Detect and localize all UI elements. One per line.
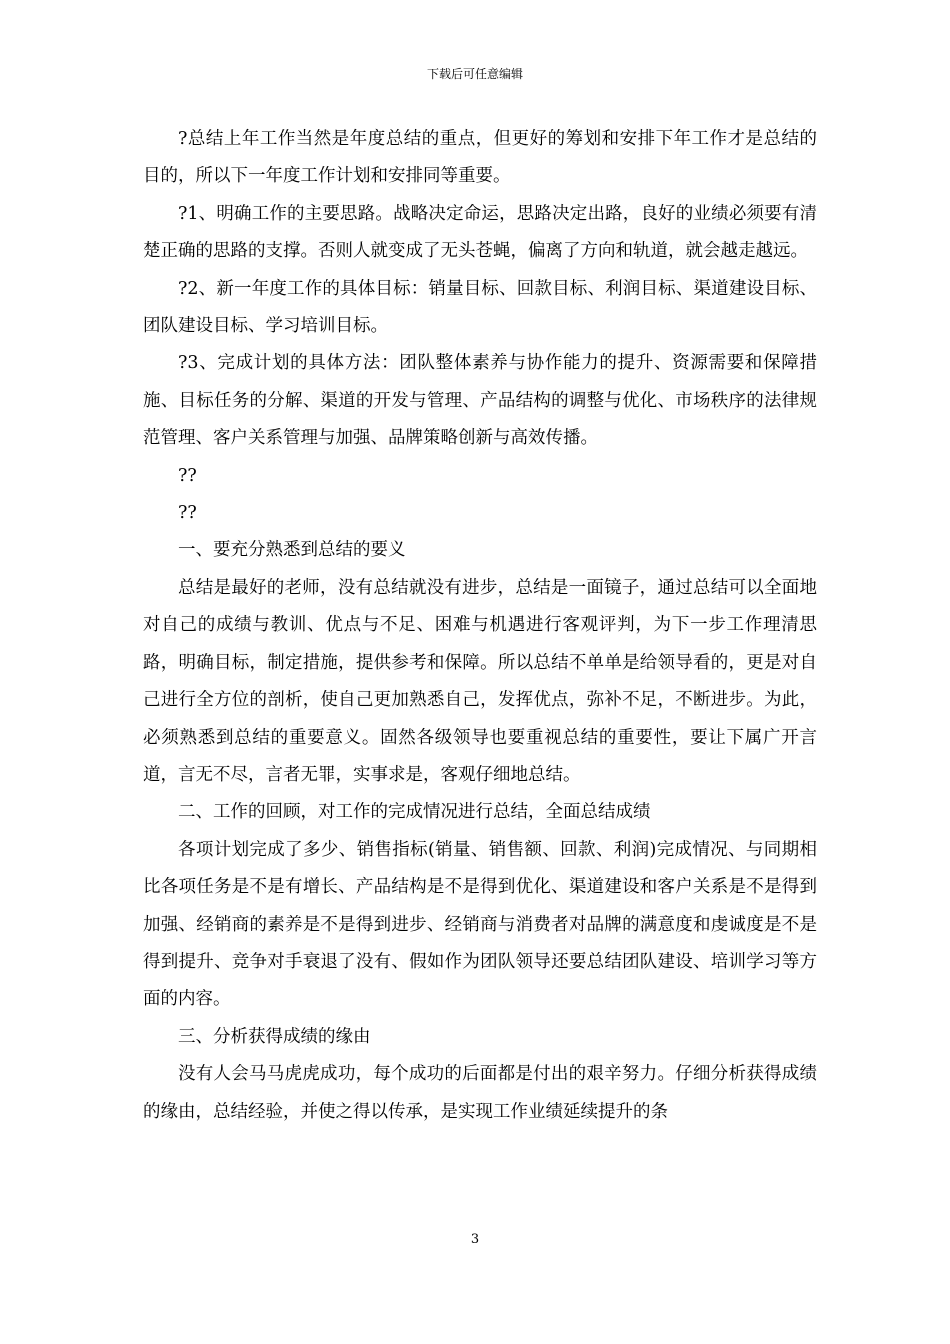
paragraph: 没有人会马马虎虎成功，每个成功的后面都是付出的艰辛努力。仔细分析获得成绩的缘由，总结经验，并使之得以传承，是实现工作业绩延续提升的条: [143, 1064, 817, 1122]
section-heading: 三、分析获得成绩的缘由: [178, 1026, 371, 1047]
section-heading: 一、要充分熟悉到总结的要义: [178, 540, 406, 561]
paragraph: 总结是最好的老师，没有总结就没有进步，总结是一面镜子，通过总结可以全面地对自己的成绩与教训、优点与不足、困难与机遇进行客观评判，为下一步工作理清思路，明确目标，制定措施，提供参考和保障。所以总结不单单是给领导看的，更是对自己进行全方位的剖析，使自己更加熟悉自己，发挥优点，弥补不足，不断进步。为此，必须熟悉到总结的重要意义。固然各级领导也要重视总结的重要性，要让下属广开言道，言无不尽，言者无罪，实事求是，客观仔细地总结。: [143, 577, 817, 785]
document-body: [143, 121, 817, 1131]
section-heading: 二、工作的回顾，对工作的完成情况进行总结，全面总结成绩: [178, 802, 651, 823]
paragraph: ??: [178, 465, 197, 486]
paragraph: ?2、新一年度工作的具体目标：销量目标、回款目标、利润目标、渠道建设目标、团队建设目标、学习培训目标。: [143, 278, 817, 337]
paragraph: ??: [178, 503, 197, 524]
paragraph: ?1、明确工作的主要思路。战略决定命运，思路决定出路，良好的业绩必须要有清楚正确的思路的支撑。否则人就变成了无头苍蝇，偏离了方向和轨道，就会越走越远。: [143, 203, 817, 262]
page-number: 3: [470, 1232, 480, 1247]
paragraph: ?3、完成计划的具体方法：团队整体素养与协作能力的提升、资源需要和保障措施、目标任务的分解、渠道的开发与管理、产品结构的调整与优化、市场秩序的法律规范管理、客户关系管理与加强、品牌策略创新与高效传播。: [143, 353, 817, 449]
paragraph: 各项计划完成了多少、销售指标(销量、销售额、回款、利润)完成情况、与同期相比各项任务是不是有增长、产品结构是不是得到优化、渠道建设和客户关系是不是得到加强、经销商的素养是不是得到进步、经销商与消费者对品牌的满意度和虔诚度是不是得到提升、竞争对手衰退了没有、假如作为团队领导还要总结团队建设、培训学习等方面的内容。: [143, 839, 817, 1010]
page-header: 下载后可任意编辑: [426, 67, 523, 81]
paragraph: ?总结上年工作当然是年度总结的重点，但更好的筹划和安排下年工作才是总结的目的，所以下一年度工作计划和安排同等重要。: [143, 129, 817, 187]
